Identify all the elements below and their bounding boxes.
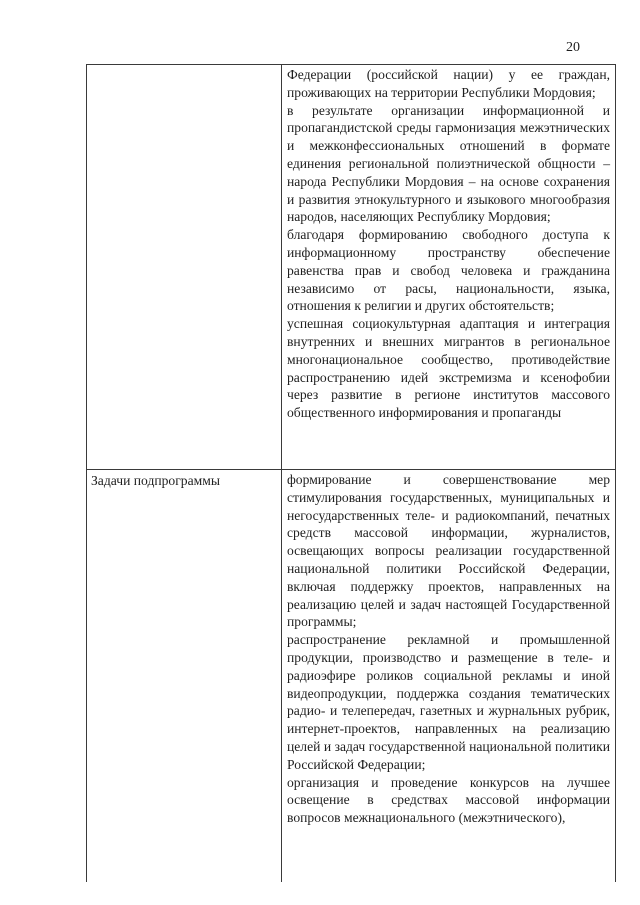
paragraph: организация и проведение конкурсов на лучшее освещение в средствах массовой информации вопросов межнационального (межэтнического), [287,774,610,826]
row-content-cell [282,470,616,883]
paragraph: Федерации (российской нации) у ее граждан, проживающих на территории Республики Мордовия; [287,67,610,100]
paragraph: успешная социокультурная адаптация и интеграция внутренних и внешних мигрантов в региональное многонациональное сообщество, противодействие распространению идей экстремизма и ксенофобии через развитие в регионе институтов массового общественного информирования и пропаганды [287,316,610,421]
paragraph: в результате организации информационной и пропагандистской среды гармонизация межэтнических и межконфессиональных отношений в формате единения региональной полиэтнической общности – народа Республики Мордовия – на основе сохранения и развития этнокультурного и языкового многообразия народов, населяющих Республику Мордовия; [287,102,610,225]
row-content-cell [282,65,616,470]
paragraph: благодаря формированию свободного доступа к информационному пространству обеспечение равенства прав и свобод человека и гражданина независимо от расы, национальности, языка, отношения к религии и других обстоятельств; [287,227,610,314]
program-table [86,64,616,882]
row-label-cell: Задачи подпрограммы [87,470,282,883]
row-label-cell [87,65,282,470]
table-row [87,65,616,470]
paragraph: формирование и совершенствование мер стимулирования государственных, муниципальных и негосударственных теле- и радиокомпаний, печатных средств массовой информации, журналистов, освещающих вопросы реализации государственной национальной политики Российской Федерации, включая поддержку проектов, направленных на реализацию целей и задач настоящей Государственной программы; [287,472,610,630]
paragraph: распространение рекламной и промышленной продукции, производство и размещение в теле- и радиоэфире роликов социальной рекламы и иной видеопродукции, поддержка создания тематических радио- и телепередач, газетных и журнальных рубрик, интернет-проектов, направленных на реализацию целей и задач государственной национальной политики Российской Федерации; [287,632,610,772]
table-row [87,470,616,883]
page-number: 20 [566,40,580,55]
